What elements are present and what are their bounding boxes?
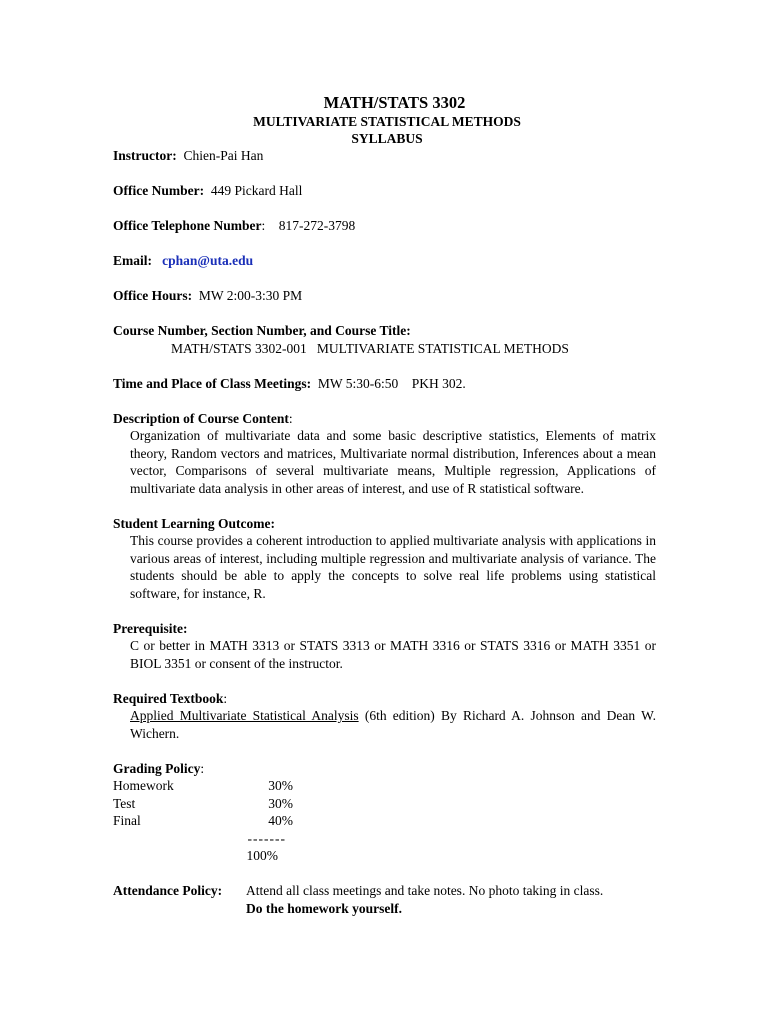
textbook-section [113,690,656,743]
description-colon: : [288,410,293,426]
instructor-value: Chien-Pai Han [183,148,264,163]
outcome-section [113,515,656,603]
instructor-row [113,147,656,165]
document-type-title: SYLLABUS [351,131,423,146]
course-title-value: MATH/STATS 3302-001 MULTIVARIATE STATISTICAL METHODS [171,340,569,356]
grade-separator: ------- [247,830,286,846]
course-title-label: Course Number, Section Number, and Course Title: [113,323,411,338]
office-phone-colon: : [261,218,266,233]
grade-name: Test [113,795,136,811]
prerequisite-label: Prerequisite: [113,620,188,636]
grade-row-test [113,795,656,813]
syllabus-page [113,93,656,917]
textbook-colon: : [223,690,228,706]
description-label: Description of Course Content [113,410,289,426]
course-code-title: MATH/STATS 3302 [323,93,466,112]
office-hours-label: Office Hours: [113,288,193,303]
grade-row-final [113,812,656,830]
grade-row-homework [113,777,656,795]
textbook-details: (6th edition) By Richard A. Johnson and Dean W. Wichern. [130,708,656,741]
email-row [113,252,656,270]
grade-value: 30% [268,795,293,811]
grading-label: Grading Policy [113,760,201,776]
attendance-section [113,882,656,917]
office-number-row [113,182,656,200]
description-text: Organization of multivariate data and some basic descriptive statistics, Elements of matrix theory, Random vectors and matrices, Multivariate normal distribution, Inferences about a mean vector, Comparisons of several multivariate means, Multiple regression, Applications of multivariate data analysis in other areas of interest, and use of R statistical software. [130,428,656,496]
grading-section [113,760,656,865]
grade-total-row [113,847,656,865]
instructor-label: Instructor: [113,148,177,163]
attendance-body [246,882,656,917]
outcome-label: Student Learning Outcome: [113,515,275,531]
meetings-row [113,375,656,393]
office-hours-row [113,287,656,305]
grade-name: Homework [113,778,174,793]
outcome-text: This course provides a coherent introduction to applied multivariate analysis with applications in various areas of interest, including multiple regression and multivariate analysis of variance. The students should be able to apply the concepts to solve real life problems using statistical software, for instance, R. [130,533,656,601]
grade-name: Final [113,813,141,828]
office-phone-label: Office Telephone Number [113,218,262,233]
grade-total: 100% [246,848,278,863]
attendance-label: Attendance Policy: [113,883,223,898]
textbook-title: Applied Multivariate Statistical Analysis [130,708,359,723]
email-link[interactable]: cphan@uta.edu [162,253,254,268]
grading-colon: : [200,760,205,776]
description-section [113,410,656,498]
email-label: Email: [113,253,152,268]
meetings-label: Time and Place of Class Meetings: [113,375,312,391]
office-number-label: Office Number: [113,183,205,198]
course-title-section [113,322,656,357]
textbook-text [113,707,656,742]
office-phone-value: 817-272-3798 [278,218,356,233]
attendance-text: Attend all class meetings and take notes. No photo taking in class. [246,883,604,898]
course-name-title: MULTIVARIATE STATISTICAL METHODS [253,114,521,129]
grade-value: 40% [268,813,293,828]
grade-value: 30% [268,778,293,793]
office-phone-row [113,217,656,235]
office-number-value: 449 Pickard Hall [210,183,303,198]
textbook-label: Required Textbook [113,690,224,706]
office-hours-value: MW 2:00-3:30 PM [198,288,303,303]
meetings-value: MW 5:30-6:50 PKH 302. [317,375,466,391]
prerequisite-text: C or better in MATH 3313 or STATS 3313 or MATH 3316 or STATS 3316 or MATH 3351 or BIOL 3351 or consent of the instructor. [130,638,656,671]
grade-separator-row [113,830,656,848]
attendance-emphasis: Do the homework yourself. [246,900,402,916]
prerequisite-section [113,620,656,673]
